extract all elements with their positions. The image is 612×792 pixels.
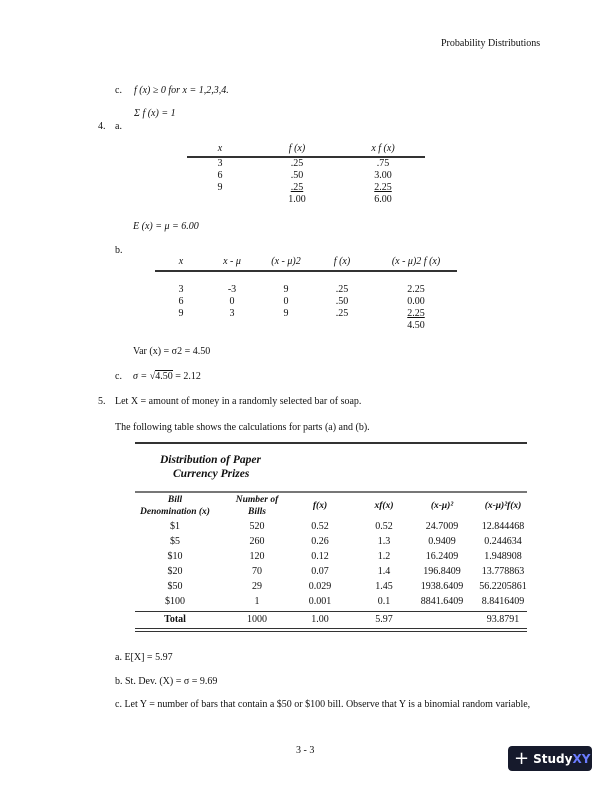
- table-a-cell: 3: [217, 158, 223, 169]
- prize-table-cell: 0.26: [311, 536, 329, 547]
- part-c-line2: Σ f (x) = 1: [134, 108, 176, 119]
- table-a-cell: .25: [290, 158, 304, 169]
- table-b-cell: 0: [283, 296, 289, 307]
- table-b-header: x - μ: [223, 256, 241, 267]
- table-b-cell: .25: [335, 308, 349, 319]
- part-c-label: c.: [115, 85, 122, 96]
- prize-table-header: (x-μ)²: [430, 501, 454, 511]
- prize-table-cell: 8841.6409: [420, 596, 464, 607]
- prize-table-cell: 0.029: [308, 581, 332, 592]
- prize-table-cell: 1.2: [377, 551, 391, 562]
- prize-table-cell: 70: [252, 566, 262, 577]
- prize-table-total: 93.8791: [486, 614, 520, 625]
- table-b-header: (x - μ)2: [271, 256, 301, 267]
- prize-table-cell: $20: [167, 566, 183, 577]
- sigma-lhs: σ =: [133, 371, 150, 382]
- prize-table-cell: 520: [249, 521, 265, 532]
- prize-table-cell: 0.07: [311, 566, 329, 577]
- prize-table-header: f(x): [312, 501, 328, 511]
- prize-table-cell: 16.2409: [425, 551, 459, 562]
- prize-table-cell: $1: [170, 521, 180, 532]
- prize-table-cell: 196.8409: [423, 566, 461, 577]
- prize-table-cell: 8.8416409: [481, 596, 525, 607]
- table-a-header: f (x): [288, 143, 306, 154]
- prize-table-header: Bill: [167, 495, 183, 505]
- prize-table-total: Total: [164, 614, 186, 625]
- prize-table-cell: 1938.6409: [420, 581, 464, 592]
- table-a-header: x f (x): [371, 143, 395, 154]
- prize-table-cell: 120: [249, 551, 265, 562]
- prize-table-cell: $100: [165, 596, 185, 607]
- q4c-label: c.: [115, 371, 122, 382]
- prize-table-header-rule: [135, 491, 527, 493]
- prize-table-header: Denomination (x): [140, 507, 210, 517]
- answer-a: a. E[X] = 5.97: [115, 652, 173, 663]
- prize-table-cell: 260: [249, 536, 265, 547]
- prize-table-cell: 0.244634: [484, 536, 522, 547]
- table-b-cell: 2.25: [407, 284, 425, 295]
- sigma-root: 4.50: [155, 371, 173, 382]
- table-b-total: 4.50: [407, 320, 425, 331]
- answer-c: c. Let Y = number of bars that contain a $50 or $100 bill. Observe that Y is a binomial random variable,: [115, 699, 531, 710]
- prize-table-cell: 1.948908: [484, 551, 522, 562]
- table-b-cell: 3: [178, 284, 184, 295]
- table-b-cell: 6: [178, 296, 184, 307]
- part-c-line1: f (x) ≥ 0 for x = 1,2,3,4.: [134, 85, 229, 96]
- prize-table-cell: 0.12: [311, 551, 329, 562]
- sigma-formula: σ = √4.50 = 2.12: [133, 371, 201, 382]
- table-b-header: x: [178, 256, 184, 267]
- table-b-cell: 9: [178, 308, 184, 319]
- prize-table-header: Bills: [248, 507, 266, 517]
- prize-table-header: (x-μ)²f(x): [484, 501, 522, 511]
- plus-icon: +: [514, 748, 530, 769]
- page-number: 3 - 3: [296, 745, 315, 756]
- prize-table-cell: $10: [167, 551, 183, 562]
- q5-intro: Let X = amount of money in a randomly selected bar of soap.: [115, 396, 362, 407]
- prize-table-cell: 29: [252, 581, 262, 592]
- table-a-cell: .75: [376, 158, 390, 169]
- variance: Var (x) = σ2 = 4.50: [133, 346, 211, 357]
- table-b-cell: 9: [283, 284, 289, 295]
- prize-table-cell: 1.3: [377, 536, 391, 547]
- q5-intro2: The following table shows the calculations for parts (a) and (b).: [115, 422, 370, 433]
- table-b-cell: 9: [283, 308, 289, 319]
- table-a-cell: 9: [217, 182, 223, 193]
- prize-table-total: 1.00: [311, 614, 329, 625]
- table-b-cell: .50: [335, 296, 349, 307]
- prize-table-title-1: Distribution of Paper: [160, 454, 261, 466]
- prize-table-total: 1000: [247, 614, 267, 625]
- table-b-cell: 2.25: [407, 308, 425, 319]
- prize-table-total: 5.97: [375, 614, 393, 625]
- table-b-header: (x - μ)2 f (x): [391, 256, 441, 267]
- prize-table-cell: 0.52: [375, 521, 393, 532]
- prize-table-cell: 0.1: [377, 596, 391, 607]
- q4-number: 4.: [98, 121, 106, 132]
- prize-table-bottom-rule-2: [135, 631, 527, 632]
- table-a-rule: [187, 156, 425, 158]
- table-a-cell: 2.25: [374, 182, 392, 193]
- table-b-cell: 0.00: [407, 296, 425, 307]
- prize-table-cell: 0.52: [311, 521, 329, 532]
- prize-table-cell: 24.7009: [425, 521, 459, 532]
- table-a-cell: .25: [290, 182, 304, 193]
- table-a-cell: 3.00: [374, 170, 392, 181]
- prize-table-cell: $5: [170, 536, 180, 547]
- badge-text: Study: [533, 751, 573, 766]
- prize-table-cell: 1.4: [377, 566, 391, 577]
- table-a-cell: .50: [290, 170, 304, 181]
- prize-table-cell: $50: [167, 581, 183, 592]
- table-a-total: 1.00: [288, 194, 306, 205]
- prize-table-cell: 12.844468: [481, 521, 525, 532]
- prize-table-cell: 56.2205861: [479, 581, 527, 592]
- answer-b: b. St. Dev. (X) = σ = 9.69: [115, 676, 218, 687]
- prize-table-cell: 1: [254, 596, 260, 607]
- q5-number: 5.: [98, 396, 106, 407]
- q4a-label: a.: [115, 121, 122, 132]
- prize-table-cell: 1.45: [375, 581, 393, 592]
- prize-table-bottom-rule-1: [135, 628, 527, 629]
- prize-table-title-2: Currency Prizes: [173, 468, 250, 480]
- prize-table-header: Number of: [235, 495, 279, 505]
- prize-table-total-rule: [135, 611, 527, 612]
- running-header: Probability Distributions: [441, 38, 541, 49]
- table-a-cell: 6: [217, 170, 223, 181]
- expectation: E (x) = μ = 6.00: [133, 221, 199, 232]
- q4b-label: b.: [115, 245, 123, 256]
- table-a-header: x: [217, 143, 223, 154]
- prize-table-cell: 0.001: [308, 596, 332, 607]
- prize-table-top-rule: [135, 442, 527, 444]
- prize-table-header: xf(x): [374, 501, 394, 511]
- table-b-header: f (x): [333, 256, 351, 267]
- studyxy-badge[interactable]: [508, 746, 592, 771]
- prize-table-cell: 0.9409: [428, 536, 456, 547]
- table-b-cell: -3: [227, 284, 237, 295]
- table-b-rule: [155, 270, 457, 272]
- table-a-total: 6.00: [374, 194, 392, 205]
- prize-table-cell: 13.778863: [481, 566, 525, 577]
- table-b-cell: 0: [229, 296, 235, 307]
- table-b-cell: 3: [229, 308, 235, 319]
- table-b-cell: .25: [335, 284, 349, 295]
- sigma-rhs: = 2.12: [172, 371, 201, 382]
- badge-text-xy: XY: [572, 751, 591, 766]
